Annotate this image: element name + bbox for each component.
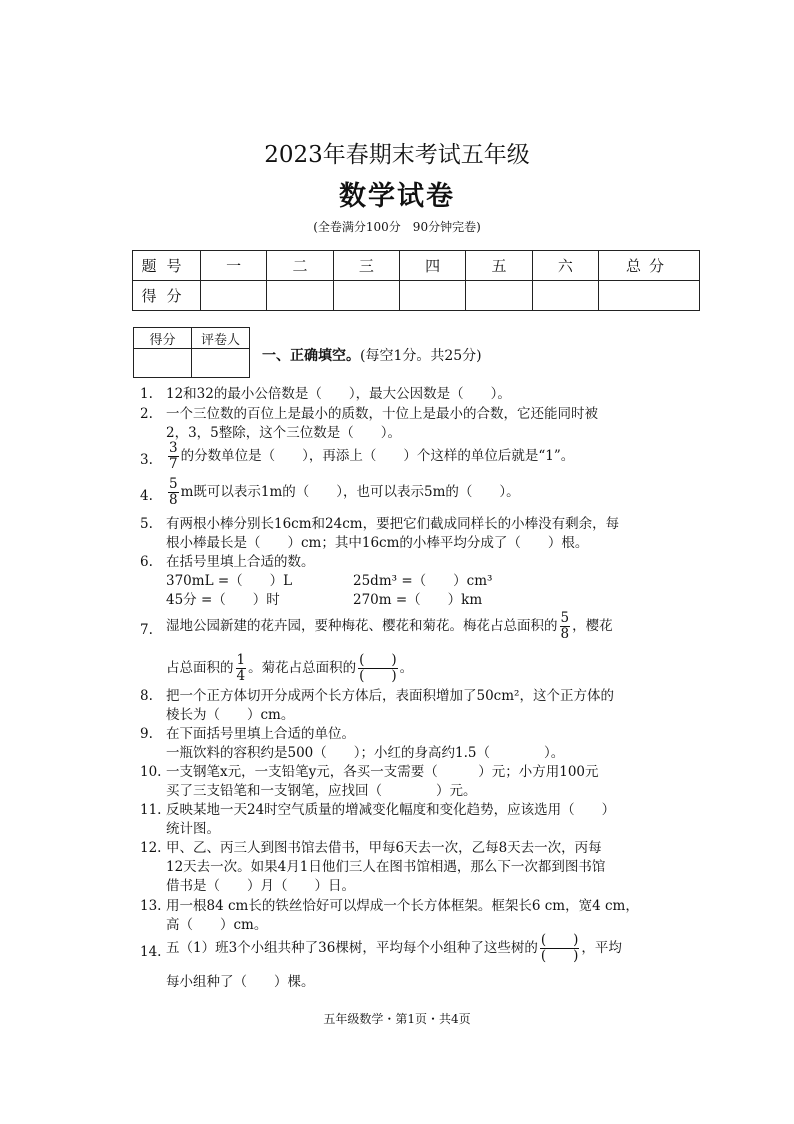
question-text: 一瓶饮料的容积约是500（ ）；小红的身高约1.5（ ）。	[166, 745, 565, 761]
score-cell[interactable]	[399, 281, 465, 311]
question-text	[166, 933, 711, 964]
section-title: 一、正确填空。	[262, 348, 360, 364]
grader-score-cell[interactable]	[134, 349, 192, 378]
exam-subject: 数学试卷	[339, 181, 455, 212]
score-cell[interactable]	[599, 281, 700, 311]
section-note: (每空1分。共25分)	[360, 348, 482, 364]
grader-name-label: 评卷人	[192, 328, 250, 349]
question-text: 把一个正方体切开分成两个长方体后，表面积增加了50cm²，这个正方体的	[166, 688, 614, 704]
question-text: 12天去一次。如果4月1日他们三人在图书馆相遇，那么下一次都到图书馆	[166, 859, 606, 875]
score-value-row	[133, 281, 700, 311]
score-header-cell: 三	[333, 251, 399, 281]
fraction-blank[interactable]	[540, 933, 580, 964]
fraction-numerator: 1	[236, 652, 246, 668]
question-number: 2.	[140, 406, 153, 422]
question-text: 统计图。	[166, 821, 220, 837]
question-text: 根小棒最长是（ ）cm；其中16cm的小棒平均分成了（ ）根。	[166, 535, 589, 551]
question-text	[166, 653, 711, 684]
question-number: 12.	[140, 840, 162, 856]
section-heading	[262, 345, 482, 365]
fraction-numerator: 5	[560, 610, 570, 626]
question-number: 3.	[140, 452, 153, 468]
question-number: 9.	[140, 726, 153, 742]
fraction-numerator: ( )	[359, 652, 397, 668]
question-number: 7.	[140, 622, 153, 638]
question-number: 1.	[140, 386, 153, 402]
question-number: 8.	[140, 688, 153, 704]
page-footer: 五年级数学・第1页・共4页	[323, 1012, 471, 1026]
exam-note: (全卷满分100分 90分钟完卷)	[313, 220, 481, 234]
fraction-denominator: 7	[169, 456, 178, 472]
fraction	[168, 441, 179, 472]
question-text	[166, 611, 711, 642]
score-header-cell: 总分	[599, 251, 700, 281]
fraction-denominator: 8	[560, 626, 570, 642]
question-rest: m既可以表示1m的（ ），也可以表示5m的（ ）。	[180, 484, 520, 500]
question-text	[166, 441, 711, 472]
question-part: 五（1）班3个小组共种了36棵树，平均每个小组种了这些树的	[166, 940, 538, 956]
score-header-cell: 一	[201, 251, 267, 281]
score-cell[interactable]	[532, 281, 598, 311]
score-cell[interactable]	[267, 281, 333, 311]
fraction-numerator: 5	[169, 476, 178, 492]
question-text: 甲、乙、丙三人到图书馆去借书，甲每6天去一次，乙每8天去一次，丙每	[166, 840, 602, 856]
score-header-cell: 四	[399, 251, 465, 281]
fraction-denominator: ( )	[540, 948, 579, 964]
question-text: 用一根84 cm长的铁丝恰好可以焊成一个长方体框架。框架长6 cm，宽4 cm，	[166, 898, 639, 914]
question-number: 14.	[140, 944, 162, 960]
conversion-d: 270m =（ ）km	[353, 592, 483, 608]
fraction	[560, 611, 571, 642]
score-header-cell: 五	[466, 251, 532, 281]
question-text: 棱长为（ ）cm。	[166, 707, 295, 723]
question-text: 一支钢笔x元，一支铅笔y元，各买一支需要（ ）元；小方用100元	[166, 764, 599, 780]
fraction-numerator: ( )	[540, 932, 579, 948]
question-text: 高（ ）cm。	[166, 917, 268, 933]
question-part: 。菊花占总面积的	[248, 660, 357, 676]
fraction	[236, 653, 247, 684]
question-part: ，樱花	[572, 618, 613, 634]
grader-name-cell[interactable]	[192, 349, 250, 378]
score-row-label: 得分	[133, 281, 201, 311]
conversion-c: 45分 =（ ）时	[166, 592, 280, 608]
question-part: ，平均	[581, 940, 622, 956]
question-number: 13.	[140, 898, 162, 914]
score-cell[interactable]	[466, 281, 532, 311]
grader-box	[133, 327, 250, 378]
conversion-b: 25dm³ =（ ）cm³	[353, 573, 493, 589]
conversion-a: 370mL =（ ）L	[166, 573, 293, 589]
score-cell[interactable]	[333, 281, 399, 311]
score-header-cell: 题号	[133, 251, 201, 281]
fraction	[168, 477, 179, 508]
question-text: 一个三位数的百位上是最小的质数，十位上是最小的合数，它还能同时被	[166, 406, 598, 422]
fraction-denominator: 8	[169, 492, 178, 508]
fraction-numerator: 3	[169, 440, 178, 456]
fraction-denominator: ( )	[359, 668, 397, 684]
question-part: 。	[399, 660, 414, 676]
question-text: 反映某地一天24时空气质量的增减变化幅度和变化趋势，应该选用（ ）	[166, 802, 616, 818]
question-part: 湿地公园新建的花卉园，要种梅花、樱花和菊花。梅花占总面积的	[166, 618, 558, 634]
score-table	[132, 250, 700, 311]
score-header-row	[133, 251, 700, 281]
question-number: 4.	[140, 488, 153, 504]
question-text: 每小组种了（ ）棵。	[166, 974, 315, 990]
fraction-blank[interactable]	[358, 653, 398, 684]
question-text: 买了三支铅笔和一支钢笔，应找回（ ）元。	[166, 783, 477, 799]
question-number: 6.	[140, 554, 153, 570]
question-text: 有两根小棒分别长16cm和24cm，要把它们截成同样长的小棒没有剩余，每	[166, 516, 620, 532]
question-text: 在括号里填上合适的数。	[166, 554, 315, 570]
score-cell[interactable]	[201, 281, 267, 311]
exam-title: 2023年春期末考试五年级	[264, 142, 530, 168]
score-header-cell: 六	[532, 251, 598, 281]
question-text: 12和32的最小公倍数是（ ），最大公因数是（ ）。	[166, 386, 511, 402]
question-text: 借书是（ ）月（ ）日。	[166, 878, 355, 894]
score-header-cell: 二	[267, 251, 333, 281]
question-number: 5.	[140, 516, 153, 532]
question-rest: 的分数单位是（ ），再添上（ ）个这样的单位后就是“1”。	[180, 448, 575, 464]
question-text: 2，3，5整除，这个三位数是（ ）。	[166, 425, 402, 441]
question-number: 11.	[140, 802, 162, 818]
fraction-denominator: 4	[236, 668, 246, 684]
question-text	[166, 477, 711, 508]
grader-score-label: 得分	[134, 328, 192, 349]
question-part: 占总面积的	[166, 660, 234, 676]
question-text: 在下面括号里填上合适的单位。	[166, 726, 355, 742]
question-number: 10.	[140, 764, 162, 780]
